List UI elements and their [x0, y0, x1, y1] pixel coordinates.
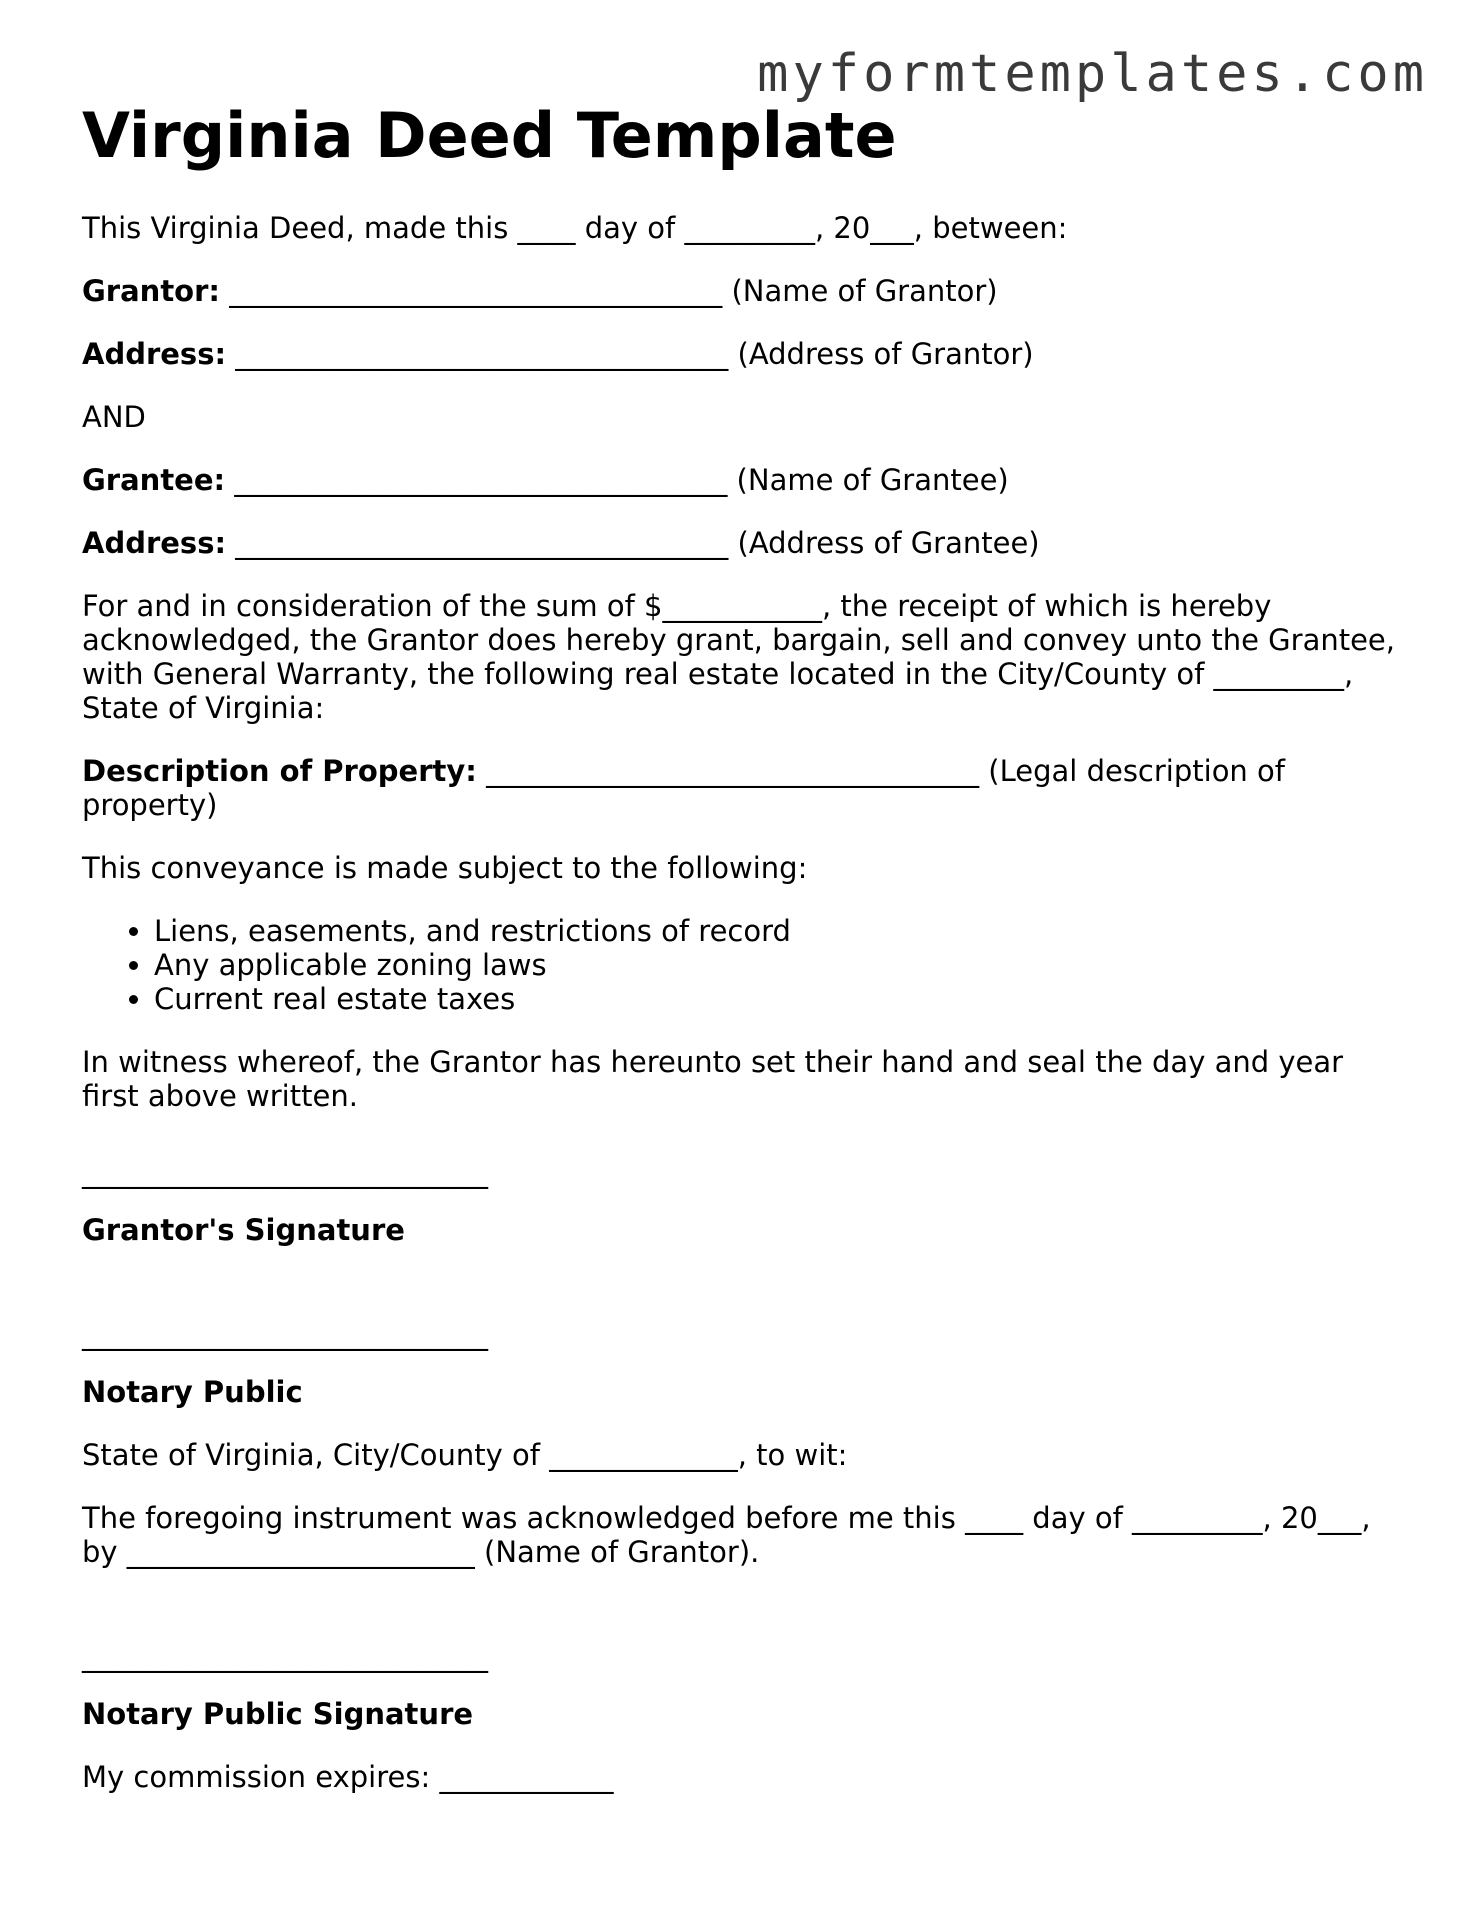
intro-paragraph: This Virginia Deed, made this ____ day of _________, 20___, between:	[82, 211, 1068, 246]
grantee-address-field: __________________________________ (Address of Grantee)	[226, 526, 1040, 561]
grantee-field: __________________________________ (Name of Grantee)	[225, 463, 1009, 498]
notary-state-line: State of Virginia, City/County of _____________, to wit:	[82, 1438, 848, 1473]
property-description-field: __________________________________ (Legal description of property)	[82, 754, 1285, 823]
commission-expires-line: My commission expires: ____________	[82, 1760, 614, 1795]
notary-public-label: Notary Public	[82, 1375, 303, 1410]
and-separator: AND	[82, 400, 146, 435]
grantor-label: Grantor:	[82, 274, 221, 309]
notary-acknowledgment: The foregoing instrument was acknowledged before me this ____ day of _________, 20___, by ________________________ (Name of Grantor).	[82, 1501, 1371, 1570]
grantor-address-line	[82, 337, 1402, 371]
grantee-address-line	[82, 526, 1402, 560]
property-description-label: Description of Property:	[82, 754, 477, 789]
page-title: Virginia Deed Template	[82, 99, 897, 172]
witness-paragraph: In witness whereof, the Grantor has hereunto set their hand and seal the day and year first above written.	[82, 1045, 1344, 1114]
grantee-label: Grantee:	[82, 463, 226, 498]
grantor-field: __________________________________ (Name of Grantor)	[220, 274, 998, 309]
grantor-address-field: __________________________________ (Address of Grantor)	[226, 337, 1034, 372]
grantee-line	[82, 463, 1402, 497]
property-description-line	[82, 754, 1402, 822]
notary-line: ____________________________	[82, 1317, 488, 1352]
notary-signature-line: ____________________________	[82, 1639, 488, 1674]
notary-signature-label: Notary Public Signature	[82, 1697, 474, 1732]
watermark: myformtemplates.com	[757, 44, 1428, 104]
grantee-address-label: Address:	[82, 526, 227, 561]
consideration-paragraph: For and in consideration of the sum of $___________, the receipt of which is hereby acknowledged, the Grantor does hereby grant, bargain, sell and convey unto the Grantee, with General Warranty, the following real estate located in the City/County of _________, State of Virginia:	[82, 589, 1395, 726]
list-item: • Liens, easements, and restrictions of record	[154, 914, 1402, 948]
grantor-signature-line: ____________________________	[82, 1155, 488, 1190]
grantor-signature-label: Grantor's Signature	[82, 1213, 405, 1248]
list-item: • Current real estate taxes	[154, 982, 1402, 1016]
grantor-line	[82, 274, 1402, 308]
deed-document	[82, 100, 1402, 1823]
conditions-list	[82, 914, 1402, 1016]
list-item: • Any applicable zoning laws	[154, 948, 1402, 982]
grantor-address-label: Address:	[82, 337, 227, 372]
subject-intro: This conveyance is made subject to the following:	[82, 851, 808, 886]
